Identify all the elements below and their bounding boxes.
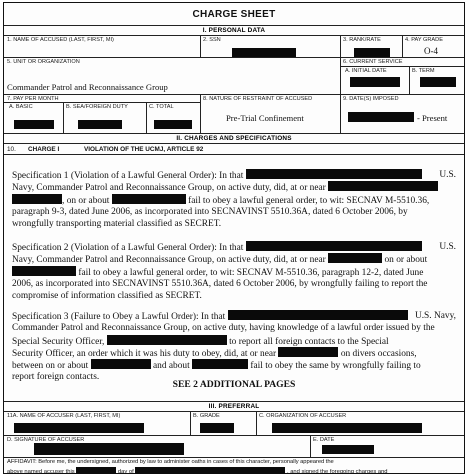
label-pay-grade: 4. PAY GRADE xyxy=(405,37,443,43)
divider xyxy=(340,66,464,67)
redaction xyxy=(107,335,227,345)
redaction xyxy=(350,77,400,87)
label-accuser-name: 11A. NAME OF ACCUSER (LAST, FIRST, MI) xyxy=(7,413,121,419)
divider xyxy=(4,435,464,436)
divider xyxy=(340,35,341,57)
redaction xyxy=(200,423,234,433)
redaction xyxy=(278,347,338,357)
label-sea-foreign-duty: B. SEA/FOREIGN DUTY xyxy=(66,104,128,110)
redaction xyxy=(420,77,456,87)
redaction xyxy=(246,241,422,251)
divider xyxy=(4,57,464,58)
redaction xyxy=(76,467,116,474)
label-ssn: 2. SSN xyxy=(203,37,221,43)
label-pay-per-month: 7. PAY PER MONTH xyxy=(7,96,59,102)
divider xyxy=(4,25,464,26)
redaction xyxy=(228,310,408,320)
affidavit-line-2: above named accuser this day of , and signed the foregoing charges and xyxy=(7,469,388,475)
redaction xyxy=(91,359,151,369)
redaction xyxy=(354,48,390,57)
label-current-service: 6. CURRENT SERVICE xyxy=(343,59,403,65)
divider xyxy=(190,411,191,435)
divider xyxy=(4,411,464,412)
section-personal-data: I. PERSONAL DATA xyxy=(202,27,266,34)
redaction xyxy=(14,423,144,433)
affidavit-line-1: AFFIDAVIT: Before me, the undersigned, authorized by law to administer oaths in cases of this character, personally appeared the xyxy=(7,459,334,465)
unit-value: Commander Patrol and Reconnaissance Group xyxy=(7,82,168,92)
redaction xyxy=(322,445,374,454)
redaction xyxy=(348,112,414,122)
divider xyxy=(4,35,464,36)
divider xyxy=(310,435,311,457)
redaction xyxy=(12,266,76,276)
charge-label: CHARGE I xyxy=(28,146,60,153)
label-accuser-organization: C. ORGANIZATION OF ACCUSER xyxy=(259,413,347,419)
divider xyxy=(63,102,64,133)
divider xyxy=(200,35,201,57)
divider xyxy=(4,401,464,402)
label-initial-date: A. INITIAL DATE xyxy=(345,68,387,74)
redaction xyxy=(328,253,382,263)
divider xyxy=(340,94,341,133)
label-unit-or-organization: 5. UNIT OR ORGANIZATION xyxy=(7,59,80,65)
label-nature-of-restraint: 8. NATURE OF RESTRAINT OF ACCUSED xyxy=(203,96,313,102)
redaction xyxy=(246,169,422,179)
divider xyxy=(409,66,410,94)
restraint-value: Pre-Trial Confinement xyxy=(226,113,304,123)
redaction xyxy=(272,423,422,433)
charge-number: 10. xyxy=(7,146,16,153)
label-basic: A. BASIC xyxy=(9,104,33,110)
redaction xyxy=(34,443,184,455)
specification-1: Specification 1 (Violation of a Lawful General Order): In that U.S. Navy, Commander Patrol and Reconnaissance Group, on active duty, did, at or near , on or about fail to obey a lawful general order, to wit: SECNAV M-5510.36, paragraph 9-3, dated June 2006, as incorporated into SECNAVINST 5510.36A, dated 6 October 2006, by wrongfully transporting material classified as SECRET. xyxy=(12,170,456,230)
charge-sheet xyxy=(3,2,465,474)
label-name-of-accused: 1. NAME OF ACCUSED (LAST, FIRST, MI) xyxy=(7,37,114,43)
pay-grade-value: O-4 xyxy=(424,46,438,56)
label-term: B. TERM xyxy=(412,68,435,74)
divider xyxy=(340,57,341,94)
document-title: CHARGE SHEET xyxy=(192,9,276,20)
redaction xyxy=(328,181,438,191)
label-date: E. DATE xyxy=(313,437,335,443)
divider xyxy=(4,102,200,103)
redaction xyxy=(232,48,296,57)
redaction xyxy=(112,194,186,204)
label-total: C. TOTAL xyxy=(149,104,174,110)
label-dates-imposed: 9. DATE(S) IMPOSED xyxy=(343,96,399,102)
divider xyxy=(256,411,257,435)
divider xyxy=(4,143,464,144)
specification-3: Specification 3 (Failure to Obey a Lawful Order): In that U.S. Navy, Commander Patrol and Reconnaissance Group, on active duty, having knowledge of a lawful order issued by the Special Security Officer, to report all foreign contacts to the Special Security Officer, an order which it was his duty to obey, did, at or near on divers occasions, between on or about and about fail to obey the same by wrongfully failing to report foreign contacts. xyxy=(12,311,456,383)
divider xyxy=(402,35,403,57)
divider xyxy=(4,133,464,134)
label-rank-rate: 3. RANK/RATE xyxy=(343,37,381,43)
section-charges: II. CHARGES AND SPECIFICATIONS xyxy=(176,135,292,142)
redaction xyxy=(14,120,54,129)
redaction xyxy=(78,120,122,129)
section-preferral: III. PREFERRAL xyxy=(208,403,260,410)
divider xyxy=(4,154,464,155)
redaction xyxy=(135,467,285,474)
divider xyxy=(4,94,464,95)
redaction xyxy=(12,194,62,204)
dates-imposed-suffix: - Present xyxy=(417,113,448,123)
specification-2: Specification 2 (Violation of a Lawful General Order): In that U.S. Navy, Commander Patrol and Reconnaissance Group, on active duty, did, at or near on or about fail to obey a lawful general order, to wit: SECNAV M-5510.36, paragraph 12-2, dated June 2006, as incorporated into SECNAVINST 5510.36A, dated 6 October 2006, by wrongfully failing to report the compromise of information classified as SECRET. xyxy=(12,242,456,302)
divider xyxy=(146,102,147,133)
charge-violation: VIOLATION OF THE UCMJ, ARTICLE 92 xyxy=(84,146,204,153)
redaction xyxy=(192,359,248,369)
redaction xyxy=(154,120,192,129)
label-signature: D. SIGNATURE OF ACCUSER xyxy=(7,437,85,443)
divider xyxy=(200,94,201,133)
see-additional-pages: SEE 2 ADDITIONAL PAGES xyxy=(172,379,296,390)
divider xyxy=(4,457,464,458)
label-accuser-grade: B. GRADE xyxy=(193,413,220,419)
